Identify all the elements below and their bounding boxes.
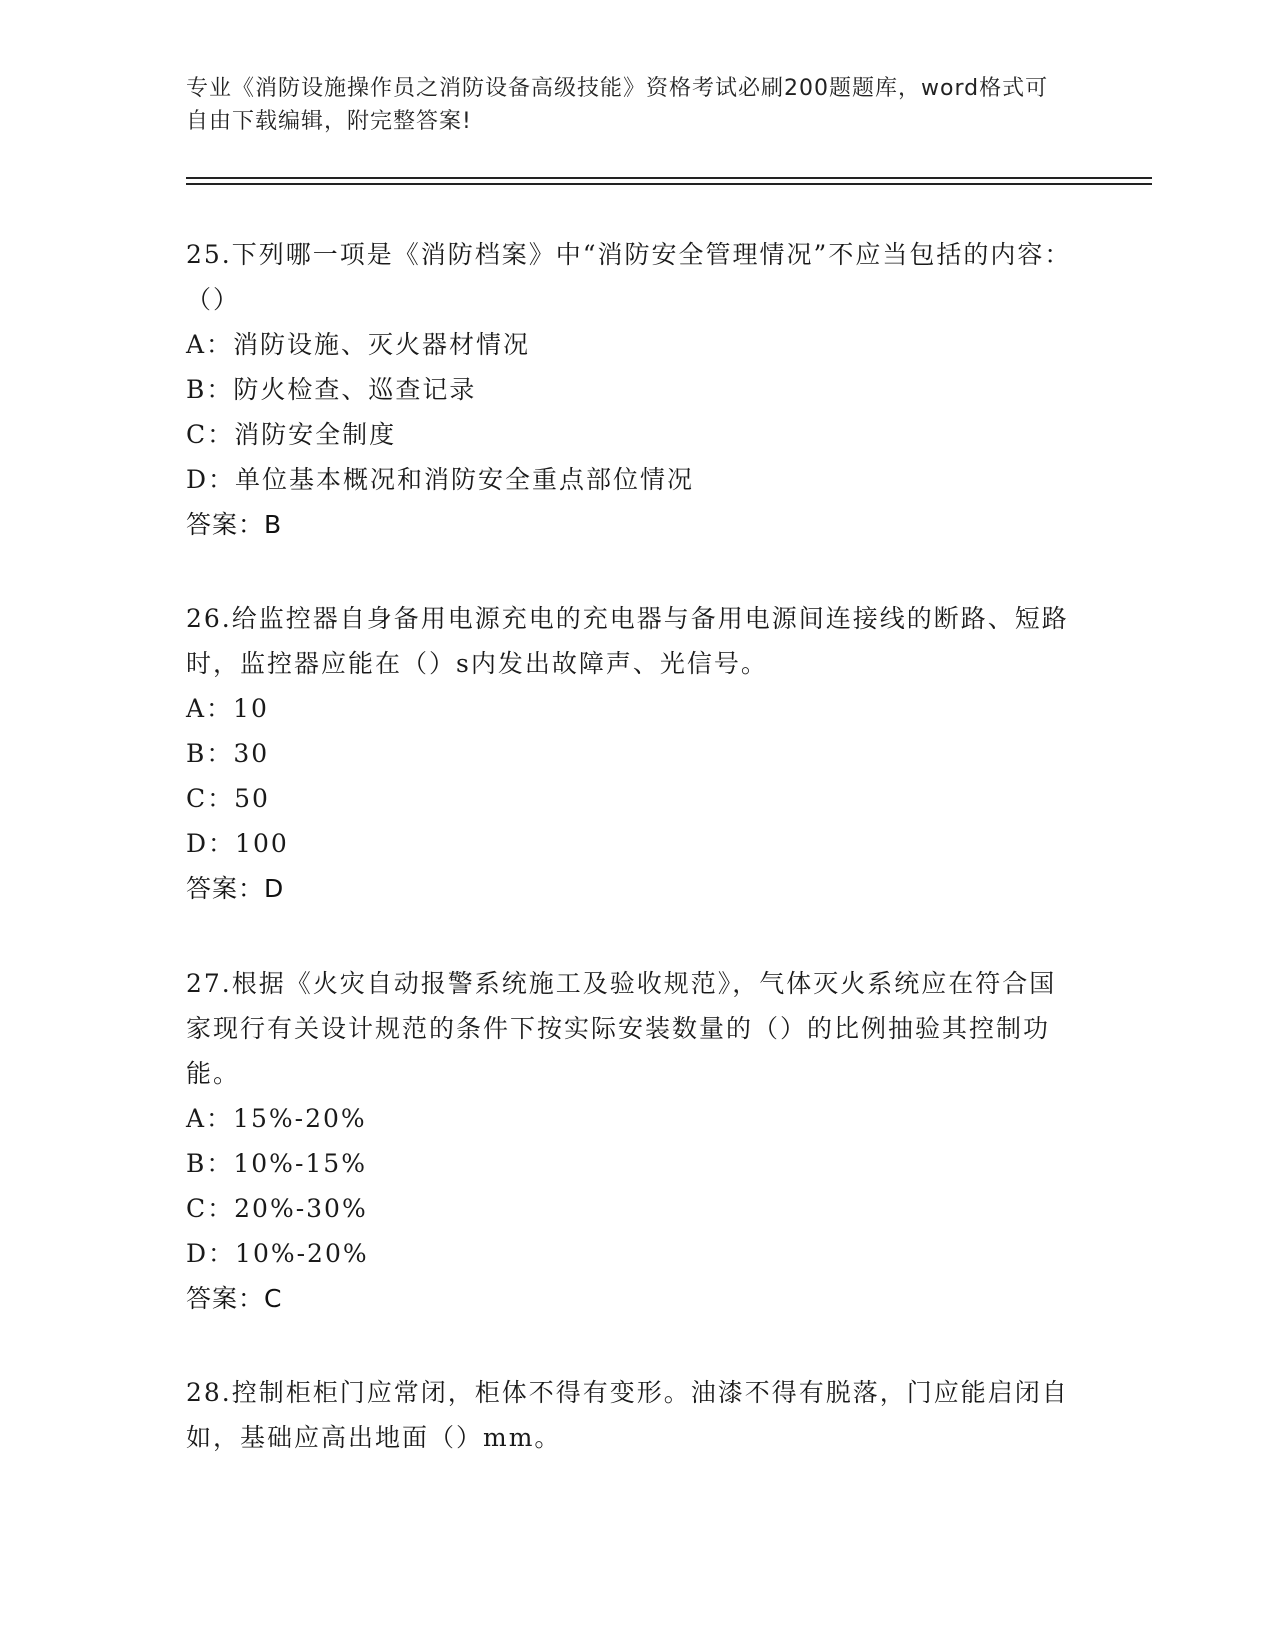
question-text: 26.给监控器自身备用电源充电的充电器与备用电源间连接线的断路、短路时，监控器应能在（）s内发出故障声、光信号。 (186, 604, 1069, 678)
option-a: A：消防设施、灭火器材情况 (186, 330, 531, 359)
option-d: D：100 (186, 829, 289, 858)
question-text: 25.下列哪一项是《消防档案》中“消防安全管理情况”不应当包括的内容：（） (186, 240, 1072, 314)
question-text: 28.控制柜柜门应常闭，柜体不得有变形。油漆不得有脱落，门应能启闭自如，基础应高出地面（）mm。 (186, 1378, 1069, 1452)
option-b: B：30 (186, 739, 270, 768)
header-divider-bottom (186, 183, 1152, 185)
option-b: B：防火检查、巡查记录 (186, 375, 477, 404)
question-25 (186, 232, 1076, 547)
question-26 (186, 596, 1076, 911)
option-b: B：10%-15% (186, 1149, 367, 1178)
answer: 答案：D (186, 874, 285, 903)
header-divider-top (186, 177, 1152, 179)
answer: 答案：B (186, 510, 283, 539)
option-c: C：50 (186, 784, 270, 813)
option-a: A：15%-20% (186, 1104, 367, 1133)
option-c: C：20%-30% (186, 1194, 368, 1223)
document-header: 专业《消防设施操作员之消防设备高级技能》资格考试必刷200题题库，word格式可自由下载编辑，附完整答案! (186, 76, 1049, 134)
question-27 (186, 961, 1076, 1321)
question-28 (186, 1370, 1076, 1460)
option-a: A：10 (186, 694, 269, 723)
option-c: C：消防安全制度 (186, 420, 397, 449)
option-d: D：单位基本概况和消防安全重点部位情况 (186, 465, 695, 494)
question-text: 27.根据《火灾自动报警系统施工及验收规范》，气体灭火系统应在符合国家现行有关设计规范的条件下按实际安装数量的（）的比例抽验其控制功能。 (186, 969, 1057, 1088)
answer: 答案：C (186, 1284, 283, 1313)
option-d: D：10%-20% (186, 1239, 369, 1268)
